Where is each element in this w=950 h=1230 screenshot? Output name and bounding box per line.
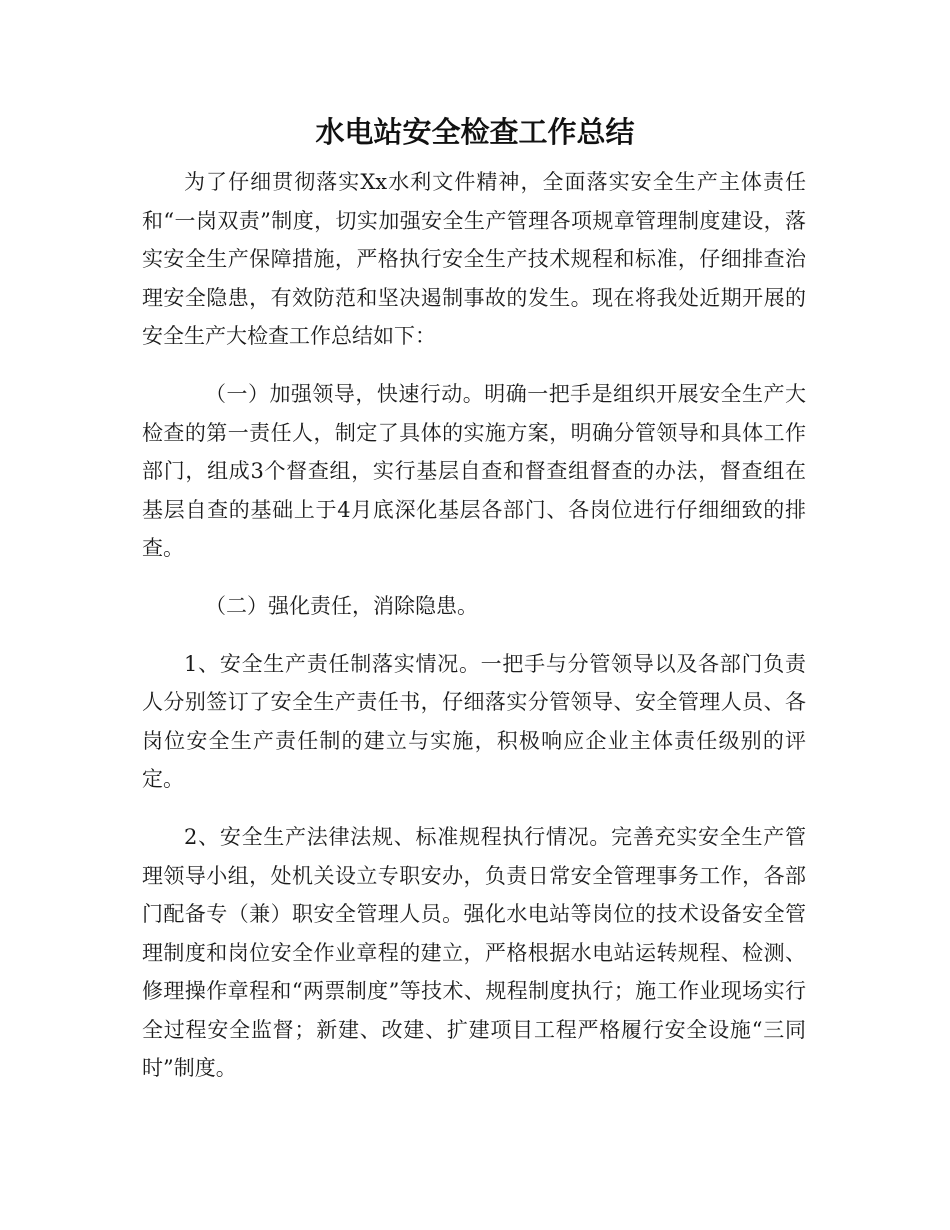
paragraph-spacer — [142, 356, 806, 375]
paragraph-spacer — [142, 568, 806, 587]
paragraph-section-1: （一）加强领导，快速行动。明确一把手是组织开展安全生产大检查的第一责任人，制定了具体的实施方案，明确分管领导和具体工作部门，组成3个督查组，实行基层自查和督查组督查的办法，督查组在基层自查的基础上于4月底深化基层各部门、各岗位进行仔细细致的排查。 — [142, 381, 806, 561]
document-title: 水电站安全检查工作总结 — [315, 115, 635, 149]
document-body — [142, 163, 806, 1088]
paragraph-item-2: 2、安全生产法律法规、标准规程执行情况。完善充实安全生产管理领导小组，处机关设立专职安办，负责日常安全管理事务工作，各部门配备专（兼）职安全管理人员。强化水电站等岗位的技术设备安全管理制度和岗位安全作业章程的建立，严格根据水电站运转规程、检测、修理操作章程和“两票制度”等技术、规程制度执行；施工作业现场实行全过程安全监督；新建、改建、扩建项目工程严格履行安全设施“三同时”制度。 — [142, 824, 806, 1081]
paragraph-section-2-heading: （二）强化责任，消除隐患。 — [205, 593, 478, 618]
paragraph-spacer — [142, 799, 806, 818]
paragraph-item-1: 1、安全生产责任制落实情况。一把手与分管领导以及各部门负责人分别签订了安全生产责任书，仔细落实分管领导、安全管理人员、各岗位安全生产责任制的建立与实施，积极响应企业主体责任级别的评定。 — [142, 651, 806, 792]
paragraph-spacer — [142, 626, 806, 645]
paragraph-intro: 为了仔细贯彻落实Xx水利文件精神，全面落实安全生产主体责任和“一岗双责”制度，切实加强安全生产管理各项规章管理制度建设，落实安全生产保障措施，严格执行安全生产技术规程和标准，仔细排查治理安全隐患，有效防范和坚决遏制事故的发生。现在将我处近期开展的安全生产大检查工作总结如下： — [142, 170, 806, 349]
